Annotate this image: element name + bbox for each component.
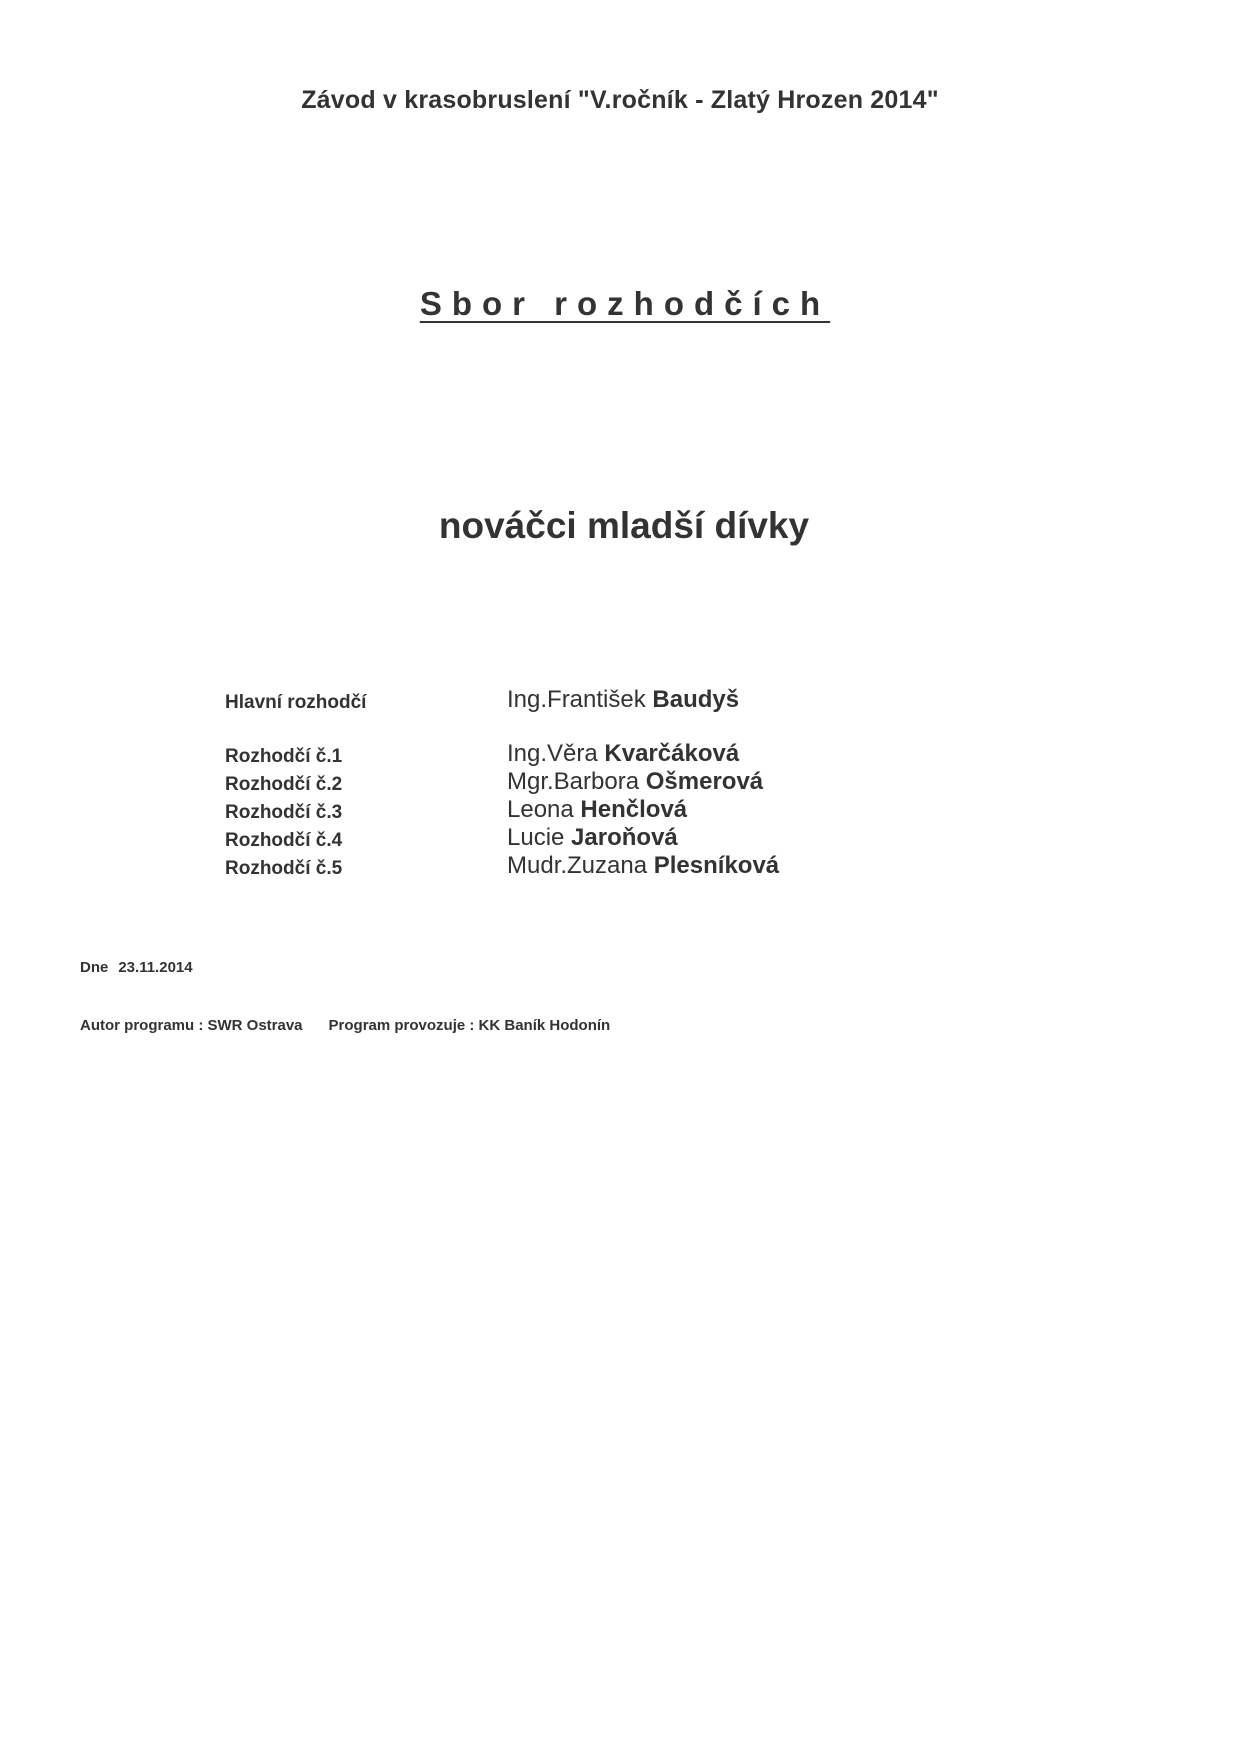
event-title: Závod v krasobruslení "V.ročník - Zlatý Hrozen 2014" — [301, 86, 939, 114]
judge-row-5 — [225, 852, 1025, 880]
judge-row-3 — [225, 796, 1025, 824]
program-author: Autor programu : SWR Ostrava — [80, 1017, 303, 1034]
judge-role: Rozhodčí č.3 — [225, 802, 343, 823]
date-value: 23.11.2014 — [118, 959, 193, 976]
section-title: Sbor rozhodčích — [419, 285, 831, 322]
judge-row-4 — [225, 824, 1025, 852]
judge-first-name: Lucie — [507, 824, 565, 851]
judge-first-name: Mgr.Barbora — [507, 768, 640, 795]
judge-name — [507, 740, 739, 768]
judge-role: Rozhodčí č.1 — [225, 746, 343, 767]
judge-first-name: Ing.Věra — [507, 740, 598, 767]
date-label: Dne — [80, 959, 109, 976]
date-line — [80, 959, 193, 976]
judge-row-2 — [225, 768, 1025, 796]
judge-last-name: Plesníková — [653, 852, 780, 879]
judge-name — [507, 686, 739, 714]
judge-first-name: Leona — [507, 796, 574, 823]
judge-first-name: Ing.František — [507, 686, 646, 713]
judge-name — [507, 852, 779, 880]
judge-first-name: Mudr.Zuzana — [507, 852, 648, 879]
judge-last-name: Baudyš — [652, 686, 740, 713]
judge-name — [507, 824, 678, 852]
judge-name — [507, 796, 687, 824]
judge-last-name: Henčlová — [580, 796, 688, 823]
footer-line — [80, 1017, 610, 1034]
judge-last-name: Ošmerová — [645, 768, 764, 795]
judge-last-name: Jaroňová — [571, 824, 678, 851]
judge-role: Rozhodčí č.5 — [225, 858, 343, 879]
judge-row-chief — [225, 686, 1025, 714]
judge-last-name: Kvarčáková — [604, 740, 740, 767]
judge-role: Rozhodčí č.2 — [225, 774, 343, 795]
judge-name — [507, 768, 763, 796]
category-title: nováčci mladší dívky — [438, 505, 810, 546]
judge-row-1 — [225, 740, 1025, 768]
section-title-wrapper — [0, 285, 1240, 323]
judge-role: Rozhodčí č.4 — [225, 830, 343, 851]
judges-list — [225, 686, 1025, 880]
judge-role: Hlavní rozhodčí — [225, 692, 367, 713]
program-operator: Program provozuje : KK Baník Hodonín — [328, 1017, 611, 1034]
